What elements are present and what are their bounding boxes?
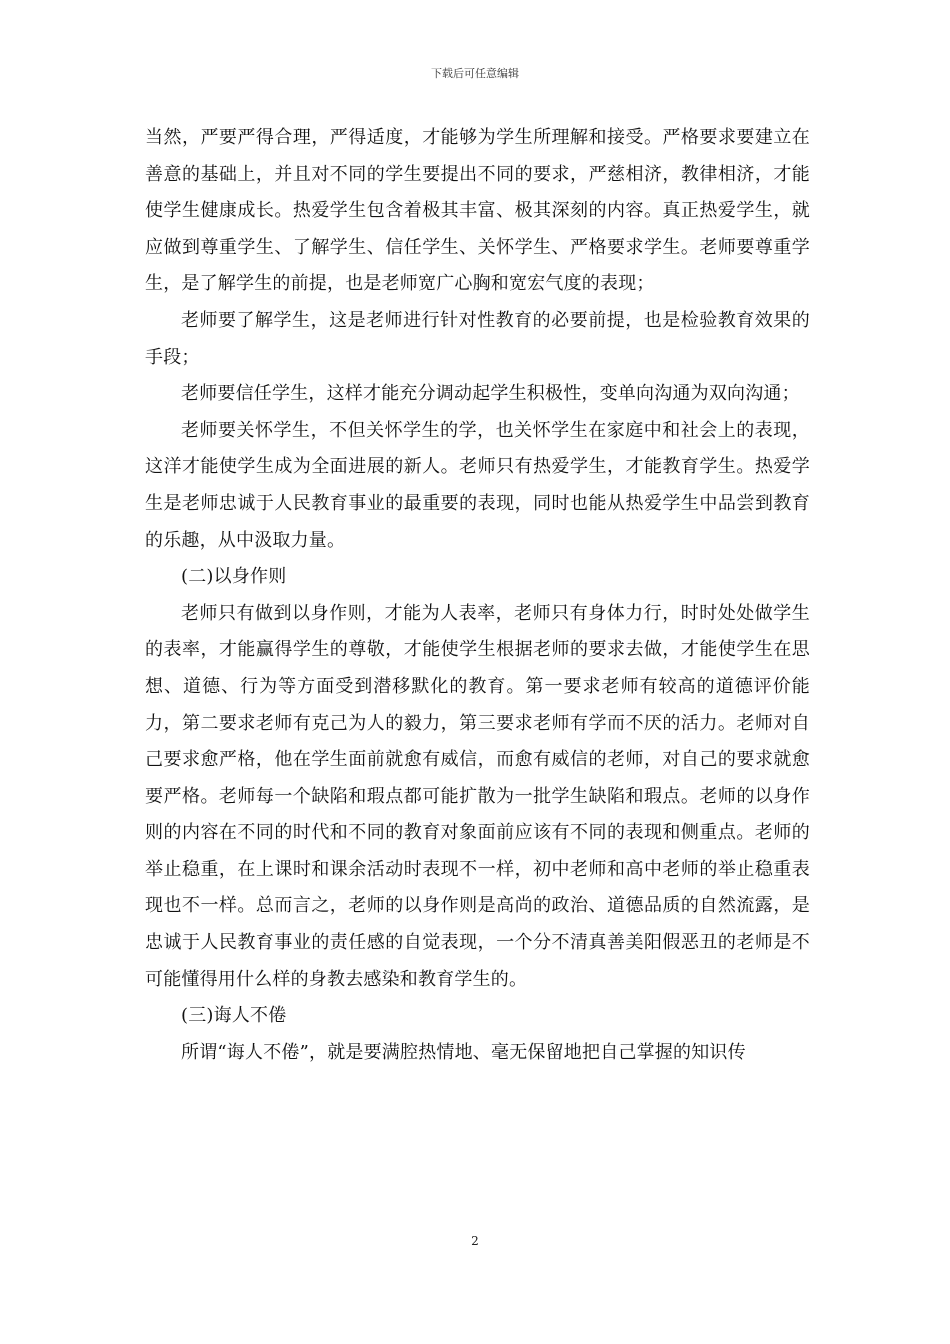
paragraph: 老师要信任学生，这样才能充分调动起学生积极性，变单向沟通为双向沟通；	[181, 383, 800, 405]
paragraph: 老师要了解学生，这是老师进行针对性教育的必要前提，也是检验教育效果的手段；	[145, 309, 810, 368]
page-header: 下载后可任意编辑	[431, 67, 519, 80]
paragraph: 老师要关怀学生，不但关怀学生的学，也关怀学生在家庭中和社会上的表现，这洋才能使学生成为全面进展的新人。老师只有热爱学生，才能教育学生。热爱学生是老师忠诚于人民教育事业的最重要的表现，同时也能从热爱学生中品尝到教育的乐趣，从中汲取力量。	[145, 419, 810, 551]
paragraph: 所谓“诲人不倦”，就是要满腔热情地、毫无保留地把自己掌握的知识传	[181, 1041, 746, 1063]
document-body	[145, 120, 810, 1071]
paragraph: 当然，严要严得合理，严得适度，才能够为学生所理解和接受。严格要求要建立在善意的基础上，并且对不同的学生要提出不同的要求，严慈相济，教律相济，才能使学生健康成长。热爱学生包含着极其丰富、极其深刻的内容。真正热爱学生，就应做到尊重学生、了解学生、信任学生、关怀学生、严格要求学生。老师要尊重学生，是了解学生的前提，也是老师宽广心胸和宽宏气度的表现；	[145, 127, 810, 295]
paragraph: 老师只有做到以身作则，才能为人表率，老师只有身体力行，时时处处做学生的表率，才能赢得学生的尊敬，才能使学生根据老师的要求去做，才能使学生在思想、道德、行为等方面受到潜移默化的教育。第一要求老师有较高的道德评价能力，第二要求老师有克己为人的毅力，第三要求老师有学而不厌的活力。老师对自己要求愈严格，他在学生面前就愈有威信，而愈有威信的老师，对自己的要求就愈要严格。老师每一个缺陷和瑕点都可能扩散为一批学生缺陷和瑕点。老师的以身作则的内容在不同的时代和不同的教育对象面前应该有不同的表现和侧重点。老师的举止稳重，在上课时和课余活动时表现不一样，初中老师和高中老师的举止稳重表现也不一样。总而言之，老师的以身作则是高尚的政治、道德品质的自然流露，是忠诚于人民教育事业的责任感的自觉表现，一个分不清真善美阳假恶丑的老师是不可能懂得用什么样的身教去感染和教育学生的。	[145, 602, 810, 990]
section-heading: (二)以身作则	[181, 566, 287, 588]
page-number: 2	[471, 1234, 479, 1248]
section-heading: (三)诲人不倦	[181, 1005, 287, 1027]
